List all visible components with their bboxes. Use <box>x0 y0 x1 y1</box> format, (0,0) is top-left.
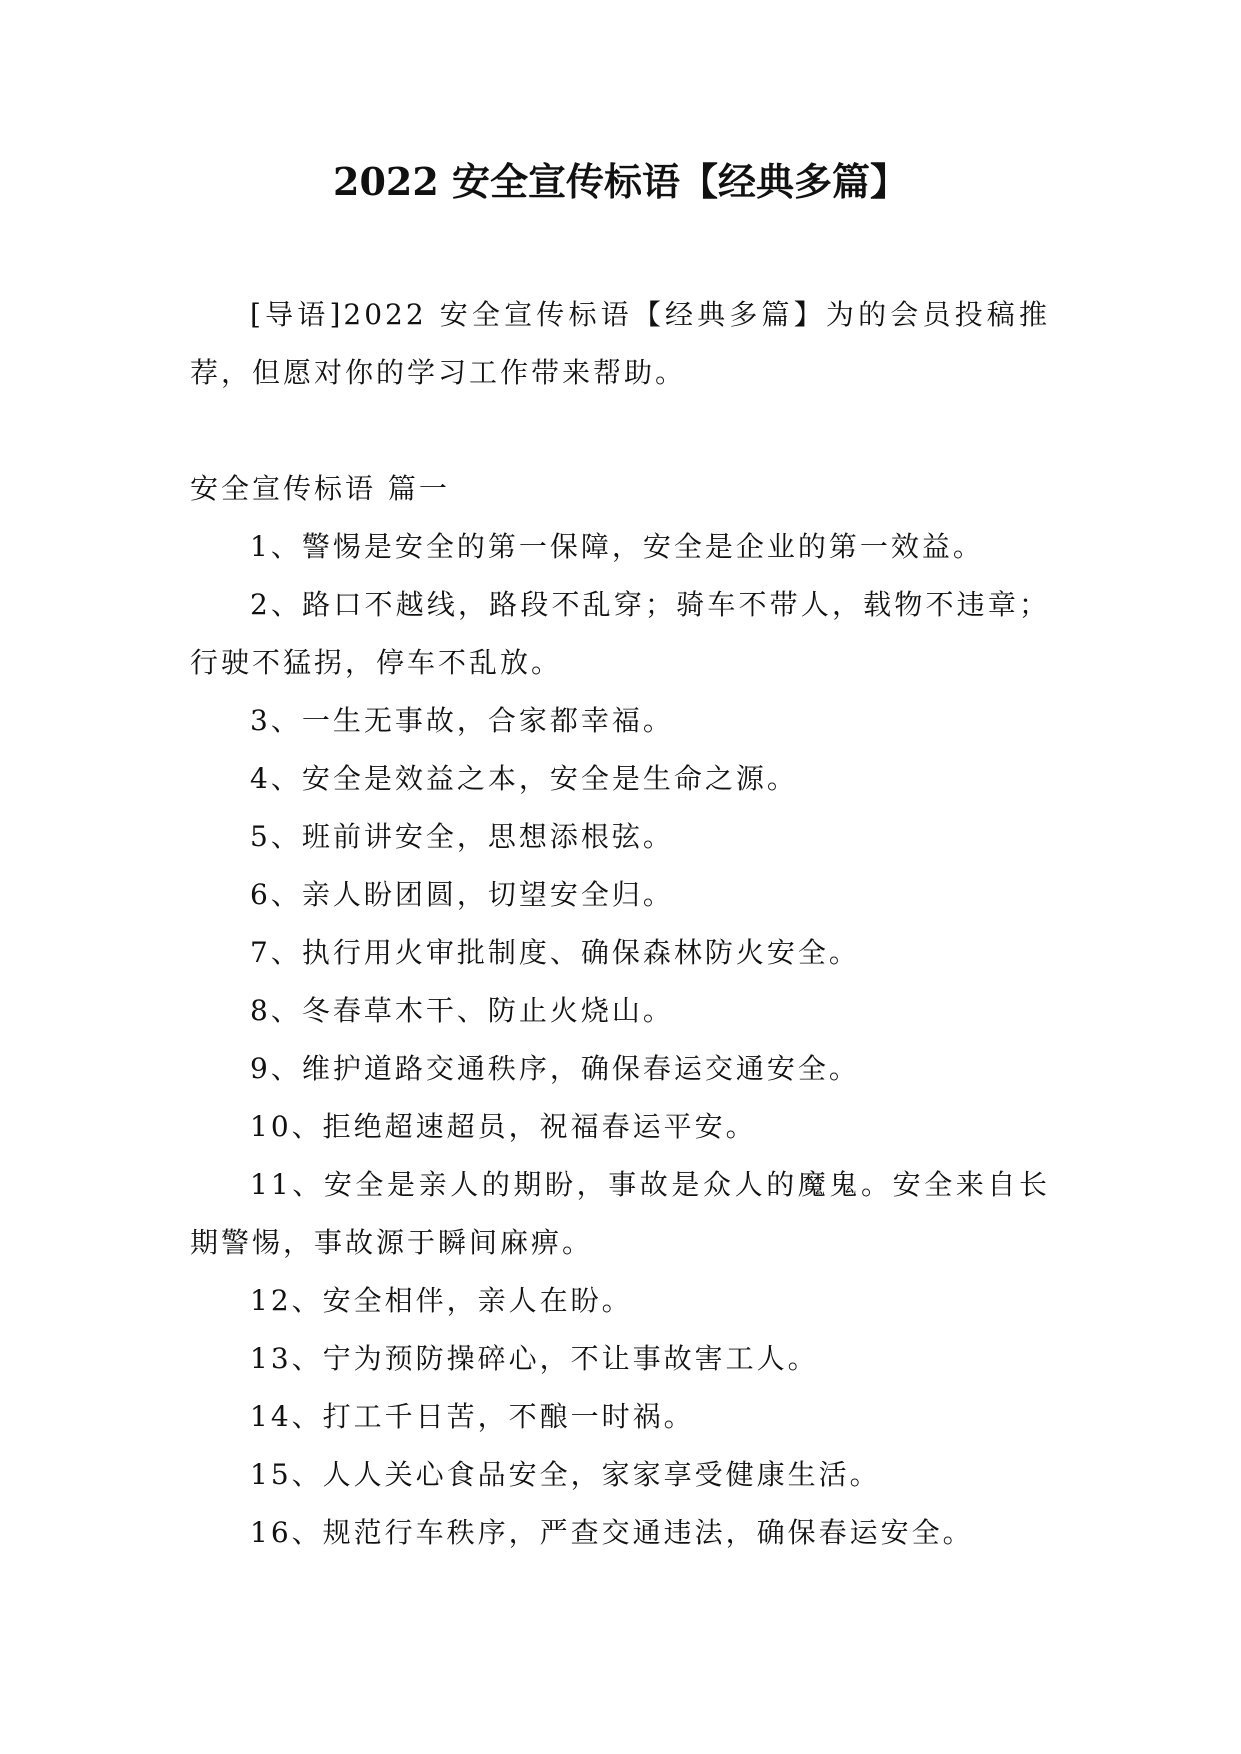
slogan-item: 1、警惕是安全的第一保障，安全是企业的第一效益。 <box>250 530 984 563</box>
intro-paragraph: [导语]2022 安全宣传标语【经典多篇】为的会员投稿推荐，但愿对你的学习工作带来帮助。 <box>190 298 1050 389</box>
slogan-item: 5、班前讲安全，思想添根弦。 <box>250 820 674 853</box>
paragraph-spacer <box>190 402 1050 460</box>
slogan-item: 4、安全是效益之本，安全是生命之源。 <box>250 762 798 795</box>
slogan-item: 7、执行用火审批制度、确保森林防火安全。 <box>250 936 860 969</box>
document-body <box>190 286 1050 1562</box>
slogan-item: 11、安全是亲人的期盼，事故是众人的魔鬼。安全来自长期警惕，事故源于瞬间麻痹。 <box>190 1168 1050 1259</box>
slogan-item: 13、宁为预防操碎心，不让事故害工人。 <box>250 1342 819 1375</box>
slogan-item: 8、冬春草木干、防止火烧山。 <box>250 994 674 1027</box>
slogan-item: 14、打工千日苦，不酿一时祸。 <box>250 1400 695 1433</box>
slogan-item: 9、维护道路交通秩序，确保春运交通安全。 <box>250 1052 860 1085</box>
slogan-item: 6、亲人盼团圆，切望安全归。 <box>250 878 674 911</box>
slogan-item: 12、安全相伴，亲人在盼。 <box>250 1284 633 1317</box>
slogan-item: 16、规范行车秩序，严查交通违法，确保春运安全。 <box>250 1516 974 1549</box>
slogan-item: 2、路口不越线，路段不乱穿；骑车不带人，载物不违章；行驶不猛拐，停车不乱放。 <box>190 588 1050 679</box>
slogan-list <box>190 518 1050 1562</box>
section-heading: 安全宣传标语 篇一 <box>190 472 450 505</box>
slogan-item: 15、人人关心食品安全，家家享受健康生活。 <box>250 1458 881 1491</box>
slogan-item: 10、拒绝超速超员，祝福春运平安。 <box>250 1110 757 1143</box>
slogan-item: 3、一生无事故，合家都幸福。 <box>250 704 674 737</box>
document-title: 2022 安全宣传标语【经典多篇】 <box>333 159 908 204</box>
